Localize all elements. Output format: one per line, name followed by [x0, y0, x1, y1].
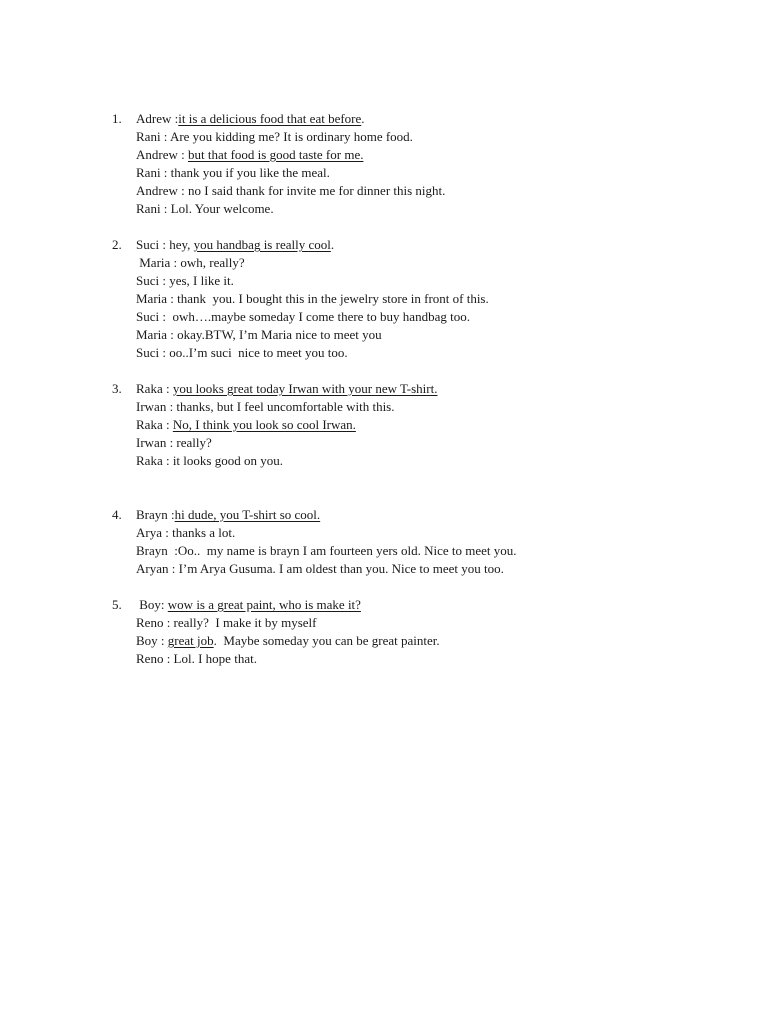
- line-text: Reno : really? I make it by myself: [136, 615, 317, 630]
- dialogue-line: [136, 272, 736, 290]
- line-text: Suci : yes, I like it.: [136, 273, 234, 288]
- dialogue-item-3: [112, 380, 736, 470]
- line-text: Irwan : thanks, but I feel uncomfortable with this.: [136, 399, 395, 414]
- dialogue-line: [136, 110, 736, 128]
- dialogue-line: [136, 506, 736, 524]
- line-text: Arya : thanks a lot.: [136, 525, 236, 540]
- line-text: Andrew : no I said thank for invite me for dinner this night.: [136, 183, 446, 198]
- dialogue-line: [136, 146, 736, 164]
- dialogue-line: [136, 434, 736, 452]
- line-text: Raka : it looks good on you.: [136, 453, 283, 468]
- item-number: 3.: [112, 381, 122, 396]
- dialogue-line: [136, 614, 736, 632]
- underlined-expression: but that food is good taste for me.: [188, 147, 364, 162]
- underlined-expression: you looks great today Irwan with your new T-shirt.: [172, 381, 438, 396]
- item-number: 5.: [112, 597, 122, 612]
- line-text: Boy:: [136, 597, 168, 612]
- item-number: 2.: [112, 237, 122, 252]
- dialogue-line: [136, 164, 736, 182]
- dialogue-line: [136, 326, 736, 344]
- line-text: Raka :: [136, 381, 173, 396]
- dialogue-line: [136, 290, 736, 308]
- dialogue-list: [0, 110, 768, 668]
- underlined-expression: great job: [167, 633, 214, 648]
- line-text: Rani : Are you kidding me? It is ordinary home food.: [136, 129, 413, 144]
- underlined-expression: wow is a great paint, who is make it?: [167, 597, 361, 612]
- dialogue-line: [136, 380, 736, 398]
- line-text: Rani : thank you if you like the meal.: [136, 165, 330, 180]
- line-text: Aryan : I’m Arya Gusuma. I am oldest than you. Nice to meet you too.: [136, 561, 504, 576]
- line-text: Suci : hey,: [136, 237, 194, 252]
- dialogue-line: [136, 308, 736, 326]
- dialogue-item-4: [112, 506, 736, 578]
- dialogue-item-2: [112, 236, 736, 362]
- line-text-end: . Maybe someday you can be great painter.: [213, 633, 440, 648]
- line-text: Suci : oo..I’m suci nice to meet you too.: [136, 345, 348, 360]
- item-number: 1.: [112, 111, 122, 126]
- dialogue-line: [136, 650, 736, 668]
- dialogue-line: [136, 236, 736, 254]
- dialogue-line: [136, 398, 736, 416]
- line-text: Rani : Lol. Your welcome.: [136, 201, 274, 216]
- dialogue-line: [136, 200, 736, 218]
- underlined-expression: you handbag is really cool: [193, 237, 331, 252]
- line-text: Maria : owh, really?: [136, 255, 245, 270]
- dialogue-item-5: [112, 596, 736, 668]
- underlined-expression: No, I think you look so cool Irwan.: [172, 417, 356, 432]
- line-text: Boy :: [136, 633, 168, 648]
- dialogue-item-1: [112, 110, 736, 218]
- line-text: Andrew :: [136, 147, 188, 162]
- line-text: Brayn :: [136, 507, 175, 522]
- dialogue-line: [136, 596, 736, 614]
- dialogue-line: [136, 560, 736, 578]
- dialogue-line: [136, 452, 736, 470]
- dialogue-line: [136, 344, 736, 362]
- line-text-end: .: [361, 111, 365, 126]
- dialogue-line: [136, 254, 736, 272]
- dialogue-line: [136, 632, 736, 650]
- line-text: Maria : okay.BTW, I’m Maria nice to meet you: [136, 327, 382, 342]
- line-text: Brayn :Oo.. my name is brayn I am fourteen yers old. Nice to meet you.: [136, 543, 517, 558]
- line-text: Adrew :: [136, 111, 179, 126]
- line-text-end: .: [330, 237, 335, 252]
- line-text: Reno : Lol. I hope that.: [136, 651, 257, 666]
- item-number: 4.: [112, 507, 122, 522]
- line-text-end: [363, 147, 366, 162]
- dialogue-line: [136, 128, 736, 146]
- underlined-expression: it is a delicious food that eat before: [178, 111, 362, 126]
- line-text: Raka :: [136, 417, 173, 432]
- line-text: Suci : owh….maybe someday I come there to buy handbag too.: [136, 309, 470, 324]
- line-text: Irwan : really?: [136, 435, 212, 450]
- dialogue-line: [136, 524, 736, 542]
- dialogue-line: [136, 416, 736, 434]
- dialogue-line: [136, 182, 736, 200]
- line-text: Maria : thank you. I bought this in the jewelry store in front of this.: [136, 291, 489, 306]
- dialogue-line: [136, 542, 736, 560]
- underlined-expression: hi dude, you T-shirt so cool.: [174, 507, 321, 522]
